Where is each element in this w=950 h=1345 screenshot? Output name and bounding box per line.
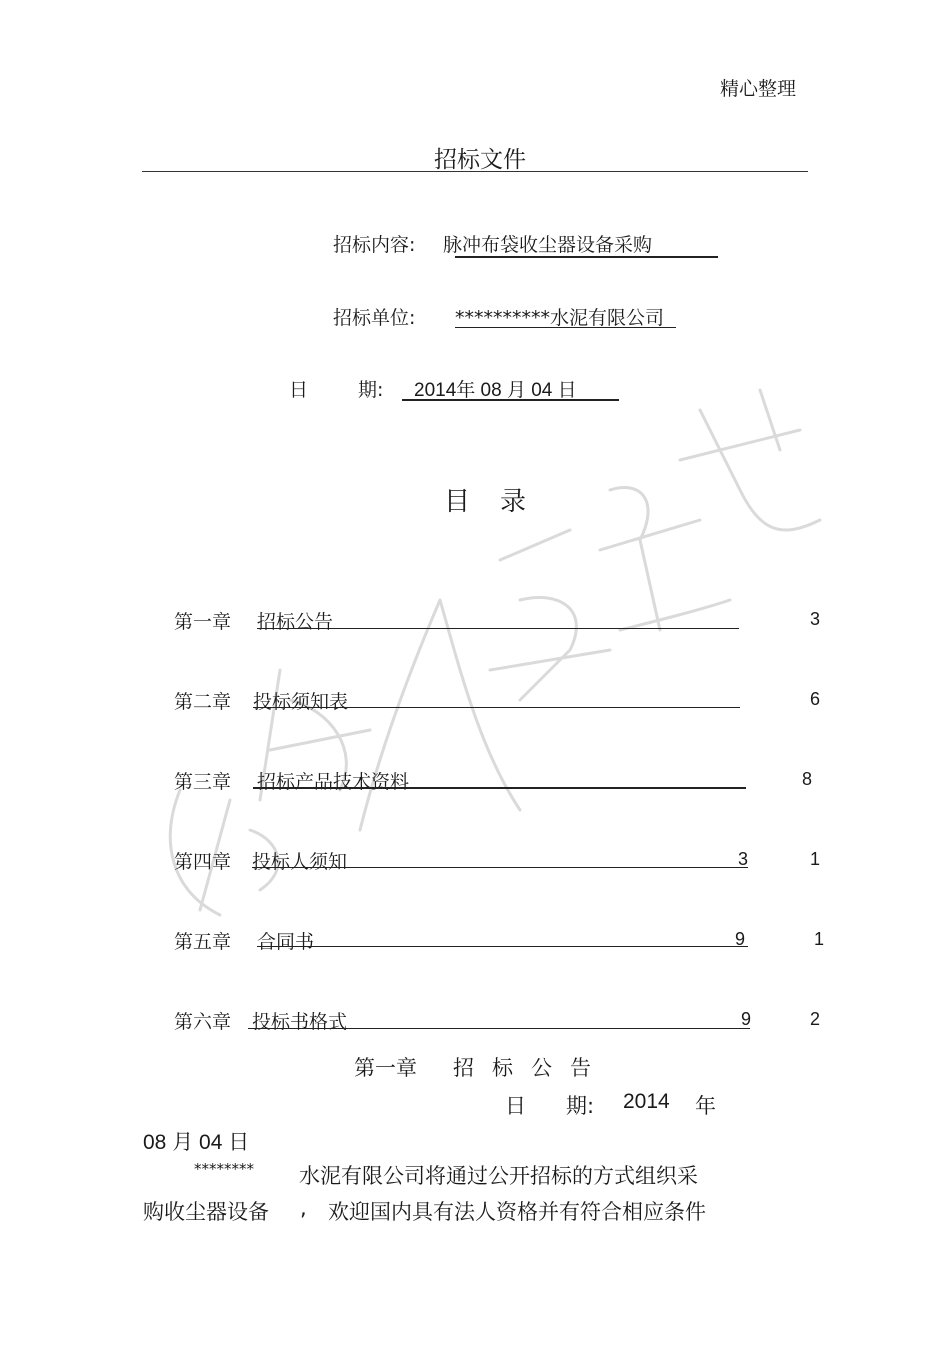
chapter1-para-line1: 水泥有限公司将通过公开招标的方式组织采: [299, 1164, 698, 1188]
chapter1-date-label-1: 日: [505, 1094, 526, 1118]
toc-item-2-chapter: 第二章: [174, 691, 232, 713]
toc-item-2-name[interactable]: 投标须知表: [253, 691, 349, 713]
toc-item-1-page: 3: [810, 609, 821, 629]
date-underline: [402, 399, 619, 401]
toc-title: [444, 481, 526, 518]
header-note: 精心整理: [720, 78, 797, 100]
content-label: 招标内容:: [333, 234, 416, 256]
toc-item-2-page: 6: [810, 689, 821, 709]
date-label-2: 期:: [358, 379, 384, 401]
toc-item-4-page-b: 1: [810, 849, 821, 869]
toc-item-3-chapter: 第三章: [174, 771, 232, 793]
toc-item-6-page-a: 9: [741, 1009, 752, 1029]
date-value: 2014年 08 月 04 日: [414, 380, 577, 401]
toc-item-4-chapter: 第四章: [174, 851, 232, 873]
toc-item-1-name[interactable]: 招标公告: [257, 611, 334, 633]
unit-underline: [455, 327, 676, 328]
toc-item-6-page-b: 2: [810, 1009, 821, 1029]
toc-item-5-page-a: 9: [735, 929, 746, 949]
chapter1-title-char-1: 招: [453, 1056, 474, 1080]
chapter1-date-year: 2014: [623, 1090, 670, 1113]
toc-item-3-name[interactable]: 招标产品技术资料: [257, 771, 410, 793]
toc-item-4-leader: [252, 867, 748, 868]
chapter1-title-char-4: 告: [570, 1056, 591, 1080]
toc-item-6-name[interactable]: 投标书格式: [252, 1011, 348, 1033]
toc-title-char-1: 目: [444, 487, 471, 517]
toc-item-3-page: 8: [802, 769, 813, 789]
toc-item-6-leader: [248, 1028, 750, 1029]
content-underline: [455, 256, 718, 258]
chapter1-title-char-3: 公: [531, 1056, 552, 1080]
chapter1-para-stars: ********: [194, 1160, 254, 1178]
chapter1-para-line2a: 购收尘器设备: [143, 1200, 269, 1224]
toc-item-5-chapter: 第五章: [174, 931, 232, 953]
unit-label: 招标单位:: [333, 307, 416, 329]
toc-title-char-2: 录: [500, 487, 527, 517]
chapter1-para-line2c: 欢迎国内具有法人资格并有符合相应条件: [328, 1200, 706, 1224]
toc-item-5-name[interactable]: 合同书: [257, 931, 315, 953]
chapter1-date-year-unit: 年: [695, 1094, 716, 1118]
toc-item-6-chapter: 第六章: [174, 1011, 232, 1033]
chapter1-title-prefix: 第一章: [354, 1056, 417, 1080]
chapter1-date-label-2: 期:: [566, 1094, 595, 1118]
toc-item-1-chapter: 第一章: [174, 611, 232, 633]
unit-value: **********水泥有限公司: [455, 307, 665, 329]
toc-item-3-leader: [253, 787, 746, 789]
chapter1-para-line2b: ,: [300, 1196, 307, 1220]
toc-item-4-page-a: 3: [738, 849, 749, 869]
date-label-1: 日: [289, 379, 309, 401]
content-value: 脉冲布袋收尘器设备采购: [443, 234, 653, 256]
toc-item-5-page-b: 1: [814, 929, 825, 949]
watermark: [140, 370, 840, 930]
toc-item-2-leader: [253, 707, 740, 708]
title-divider: [142, 171, 808, 172]
toc-item-1-leader: [257, 628, 739, 629]
document-title: 招标文件: [434, 147, 526, 173]
toc-item-5-leader: [257, 946, 748, 947]
chapter1-title: [354, 1052, 591, 1082]
toc-item-4-name[interactable]: 投标人须知: [252, 851, 348, 873]
chapter1-date-rest: 08 月 04 日: [143, 1131, 250, 1154]
chapter1-title-char-2: 标: [492, 1056, 513, 1080]
